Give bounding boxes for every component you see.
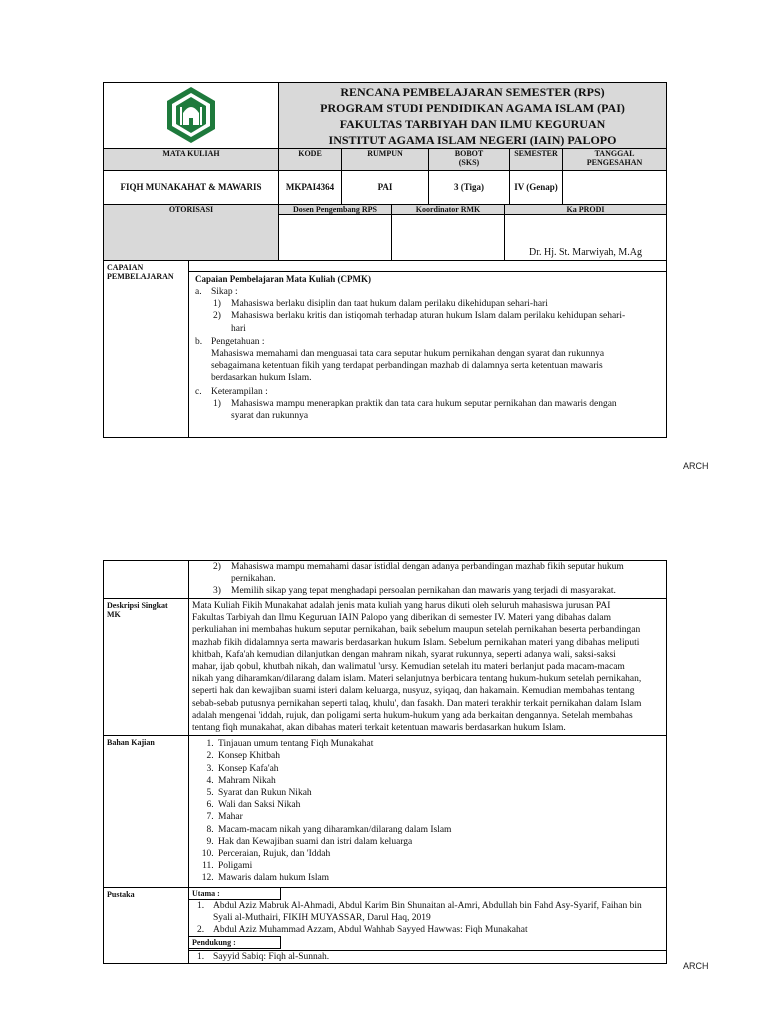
bahan-kajian-cell bbox=[189, 736, 667, 887]
capaian-continuation bbox=[189, 561, 667, 599]
bahan-item-1: 1. Tinjauan umum tentang Fiqh Munakahat bbox=[216, 738, 663, 750]
bahan-kajian-list bbox=[192, 738, 663, 884]
deskripsi-line-4: mazhab fikih didalamnya serta mawaris berdasarkan hukum Islam. Sebelum pernikahan materi yang dibahas meliputi bbox=[192, 637, 640, 648]
utama-item-1-cont: Syali al-Muthairi, FIKIH MUYASSAR, Darul Haq, 2019 bbox=[213, 913, 431, 924]
bahan-item-7: 7. Mahar bbox=[216, 811, 663, 823]
deskripsi-line-9: sebab-sebab putusnya pernikahan seperti talaq, khulu', dan fasakh. Dan materi terakhir terkait pernikahan dalam Islam bbox=[192, 698, 642, 709]
dosen-signature bbox=[279, 215, 392, 261]
pengetahuan-marker: b. bbox=[195, 336, 203, 347]
deskripsi-text bbox=[189, 599, 667, 736]
keterampilan-item-3 bbox=[195, 585, 660, 597]
course-info-table bbox=[103, 148, 667, 205]
continuation-label-cell bbox=[104, 561, 189, 599]
keterampilan-item-1-marker: 1) bbox=[213, 398, 221, 409]
rps-header-table bbox=[103, 82, 667, 149]
keterampilan-title: Keterampilan : bbox=[211, 386, 268, 397]
page-marker-2: ARCH bbox=[683, 961, 709, 971]
utama-label: Utama : bbox=[189, 888, 281, 900]
pengetahuan-line-3: berdasarkan hukum Islam. bbox=[211, 373, 312, 384]
bahan-item-3: 3. Konsep Kafa'ah bbox=[216, 763, 663, 775]
keterampilan-item-3-text: Memilih sikap yang tepat menghadapi persoalan pernikahan dan mawaris yang terjadi di masyarakat. bbox=[231, 586, 616, 597]
deskripsi-label-line-1: Deskripsi Singkat bbox=[107, 601, 168, 610]
deskripsi-line-5: khitbah, Kafa'ah kemudian dilanjutkan dengan mahram nikah, syarat rukunnya, seperti adanya wali, saksi-saksi bbox=[192, 649, 616, 660]
utama-item-2 bbox=[189, 924, 666, 936]
keterampilan-item-3-marker: 3) bbox=[213, 586, 221, 597]
cpmk-top-rule bbox=[189, 261, 666, 272]
col-tanggal-line-2: PENGESAHAN bbox=[586, 158, 643, 167]
col-semester: SEMESTER bbox=[510, 149, 563, 171]
capaian-label bbox=[104, 261, 189, 438]
sikap-item-1-text: Mahasiswa berlaku disiplin dan taat hukum dalam perilaku dikehidupan sehari-hari bbox=[231, 299, 548, 310]
cpmk-cell bbox=[189, 261, 667, 438]
col-kode: KODE bbox=[279, 149, 342, 171]
keterampilan-item-2-marker: 2) bbox=[213, 562, 221, 572]
pengetahuan-line-2: sebagaimana ketentuan fikih yang terdapat perbandingan mazhab di dalamnya serta ketentuan mawaris bbox=[211, 361, 603, 372]
rps-continuation-table bbox=[103, 560, 667, 964]
pustaka-cell bbox=[189, 887, 667, 963]
deskripsi-line-2: Fakultas Tarbiyah dan Ilmu Keguruan IAIN Palopo yang diberikan di semester IV. Materi yang dibahas dalam bbox=[192, 613, 611, 624]
capaian-table bbox=[103, 260, 667, 438]
deskripsi-label bbox=[104, 599, 189, 736]
keterampilan-item-2 bbox=[195, 561, 660, 573]
sikap-item-1 bbox=[195, 298, 660, 310]
keterampilan-marker: c. bbox=[195, 386, 202, 397]
bahan-item-9: 9. Hak dan Kewajiban suami dan istri dalam keluarga bbox=[216, 836, 663, 848]
col-mata-kuliah: MATA KULIAH bbox=[104, 149, 279, 171]
deskripsi-line-11: tentang fiqh munakahat, akan dibahas materi terkait ketentuan mawaris berdasarkan hukum Islam. bbox=[192, 723, 566, 734]
ka-prodi-signature bbox=[505, 215, 667, 261]
logo-cell bbox=[104, 83, 279, 149]
sikap-item-2-text: Mahasiswa berlaku kritis dan istiqomah terhadap aturan hukum Islam dalam perilaku kehidupan sehari- bbox=[231, 311, 626, 322]
deskripsi-line-7: nikah yang diharamkan/dilarang dalam islam. Materi selanjutnya berbicara tentang hukum-hukum setelah pernikahan, bbox=[192, 674, 642, 685]
otorisasi-label: OTORISASI bbox=[104, 205, 279, 261]
koordinator-rmk-label: Koordinator RMK bbox=[392, 205, 505, 215]
sikap-heading bbox=[195, 286, 660, 298]
rps-title-line-2: PROGRAM STUDI PENDIDIKAN AGAMA ISLAM (PAI) bbox=[320, 101, 625, 115]
deskripsi-line-10: adalah mengenai 'iddah, rujuk, dan poligami serta hukum-hukum yang ada berkaitan dengannya. Setelah membahas bbox=[192, 710, 633, 721]
course-name: FIQH MUNAKAHAT & MAWARIS bbox=[104, 171, 279, 205]
pendukung-item-1 bbox=[189, 950, 666, 963]
dosen-pengembang-label: Dosen Pengembang RPS bbox=[279, 205, 392, 215]
sikap-item-2 bbox=[195, 310, 660, 322]
utama-item-1-text: Abdul Aziz Mabruk Al-Ahmadi, Abdul Karim Bin Shunaitan al-Amri, Abdullah bin Fahd Asy-Syarif, Faihan bin bbox=[213, 900, 642, 911]
sikap-marker: a. bbox=[195, 287, 202, 297]
keterampilan-heading bbox=[195, 386, 660, 398]
sikap-item-2-cont: hari bbox=[231, 323, 246, 334]
rps-title-line-1: RENCANA PEMBELAJARAN SEMESTER (RPS) bbox=[340, 85, 605, 99]
pengetahuan-text bbox=[195, 348, 660, 385]
pustaka-label: Pustaka bbox=[104, 887, 189, 963]
page-marker-1: ARCH bbox=[683, 461, 709, 471]
keterampilan-item-1-cont: syarat dan rukunnya bbox=[231, 411, 309, 422]
pengetahuan-title: Pengetahuan : bbox=[211, 336, 265, 347]
bahan-item-11: 11. Poligami bbox=[216, 860, 663, 872]
bahan-kajian-label: Bahan Kajian bbox=[104, 736, 189, 887]
course-code: MKPAI4364 bbox=[279, 171, 342, 205]
col-bobot-line-2: (SKS) bbox=[458, 158, 480, 167]
rps-title-line-3: FAKULTAS TARBIYAH DAN ILMU KEGURUAN bbox=[339, 117, 606, 131]
otorisasi-table bbox=[103, 204, 667, 261]
utama-item-2-text: Abdul Aziz Muhammad Azzam, Abdul Wahhab Sayyed Hawwas: Fiqh Munakahat bbox=[213, 925, 528, 936]
bahan-item-2: 2. Konsep Khitbah bbox=[216, 750, 663, 762]
course-rumpun: PAI bbox=[342, 171, 429, 205]
keterampilan-item-1 bbox=[195, 398, 660, 410]
pendukung-item-1-marker: 1. bbox=[197, 951, 205, 962]
rps-title-line-4: INSTITUT AGAMA ISLAM NEGERI (IAIN) PALOPO bbox=[328, 133, 617, 147]
bahan-item-10: 10. Perceraian, Rujuk, dan 'Iddah bbox=[216, 848, 663, 860]
sikap-item-1-marker: 1) bbox=[213, 299, 221, 310]
utama-item-1 bbox=[189, 900, 666, 912]
ka-prodi-label: Ka PRODI bbox=[505, 205, 667, 215]
course-tanggal bbox=[563, 171, 667, 205]
pendukung-label: Pendukung : bbox=[189, 936, 281, 949]
pengetahuan-line-1: Mahasiswa memahami dan menguasai tata cara seputar hukum pernikahan dengan syarat dan rukunnya bbox=[211, 349, 605, 360]
koordinator-signature bbox=[392, 215, 505, 261]
course-bobot: 3 (Tiga) bbox=[429, 171, 510, 205]
deskripsi-line-6: mahar, ijab qobul, khutbah nikah, dan walimatul 'ursy. Kemudian setelah itu materi berlanjut pada macam-macam bbox=[192, 662, 625, 673]
deskripsi-line-1: Mata Kuliah Fikih Munakahat adalah jenis mata kuliah yang harus dikuti oleh seluruh mahasiswa jurusan PAI bbox=[192, 601, 611, 611]
capaian-label-line-2: PEMBELAJARAN bbox=[107, 272, 174, 281]
deskripsi-label-line-2: MK bbox=[107, 610, 121, 619]
ka-prodi-name: Dr. Hj. St. Marwiyah, M.Ag bbox=[528, 247, 643, 258]
keterampilan-item-2-cont: pernikahan. bbox=[231, 574, 276, 585]
sikap-title: Sikap : bbox=[211, 287, 238, 297]
pendukung-item-1-text: Sayyid Sabiq: Fiqh al-Sunnah. bbox=[213, 951, 330, 962]
capaian-label-line-1: CAPAIAN bbox=[107, 263, 144, 272]
keterampilan-item-1-text: Mahasiswa mampu menerapkan praktik dan tata cara hukum seputar pernikahan dan mawaris dengan bbox=[231, 398, 617, 409]
bahan-item-4: 4. Mahram Nikah bbox=[216, 775, 663, 787]
sikap-item-2-marker: 2) bbox=[213, 311, 221, 322]
bahan-item-8: 8. Macam-macam nikah yang diharamkan/dilarang dalam Islam bbox=[216, 824, 663, 836]
cpmk-content bbox=[189, 272, 666, 422]
bahan-item-12: 12. Mawaris dalam hukum Islam bbox=[216, 872, 663, 884]
bahan-item-6: 6. Wali dan Saksi Nikah bbox=[216, 799, 663, 811]
pengetahuan-heading bbox=[195, 336, 660, 348]
course-semester: IV (Genap) bbox=[510, 171, 563, 205]
utama-item-2-marker: 2. bbox=[197, 925, 205, 936]
bahan-item-5: 5. Syarat dan Rukun Nikah bbox=[216, 787, 663, 799]
iain-palopo-emblem-icon bbox=[161, 85, 221, 145]
keterampilan-item-2-text: Mahasiswa mampu memahami dasar istidlal dengan adanya perbandingan mazhab fikih seputar hukum bbox=[231, 562, 624, 572]
col-bobot bbox=[429, 149, 510, 171]
utama-item-1-marker: 1. bbox=[197, 900, 205, 911]
col-rumpun: RUMPUN bbox=[342, 149, 429, 171]
col-tanggal-line-1: TANGGAL bbox=[594, 149, 635, 158]
col-tanggal bbox=[563, 149, 667, 171]
deskripsi-line-3: perkuliahan ini membahas hukum seputar pernikahan, baik sebelum maupun setelah pernikahan beserta perbandingan bbox=[192, 625, 641, 636]
col-bobot-line-1: BOBOT bbox=[454, 149, 484, 158]
deskripsi-line-8: seperti hak dan kewajiban suami isteri dalam keluarga, nusyuz, syiqaq, dan hakamain. Kemudian membahas tentang bbox=[192, 686, 635, 697]
cpmk-title: Capaian Pembelajaran Mata Kuliah (CPMK) bbox=[195, 274, 371, 284]
rps-title-cell bbox=[279, 83, 667, 149]
